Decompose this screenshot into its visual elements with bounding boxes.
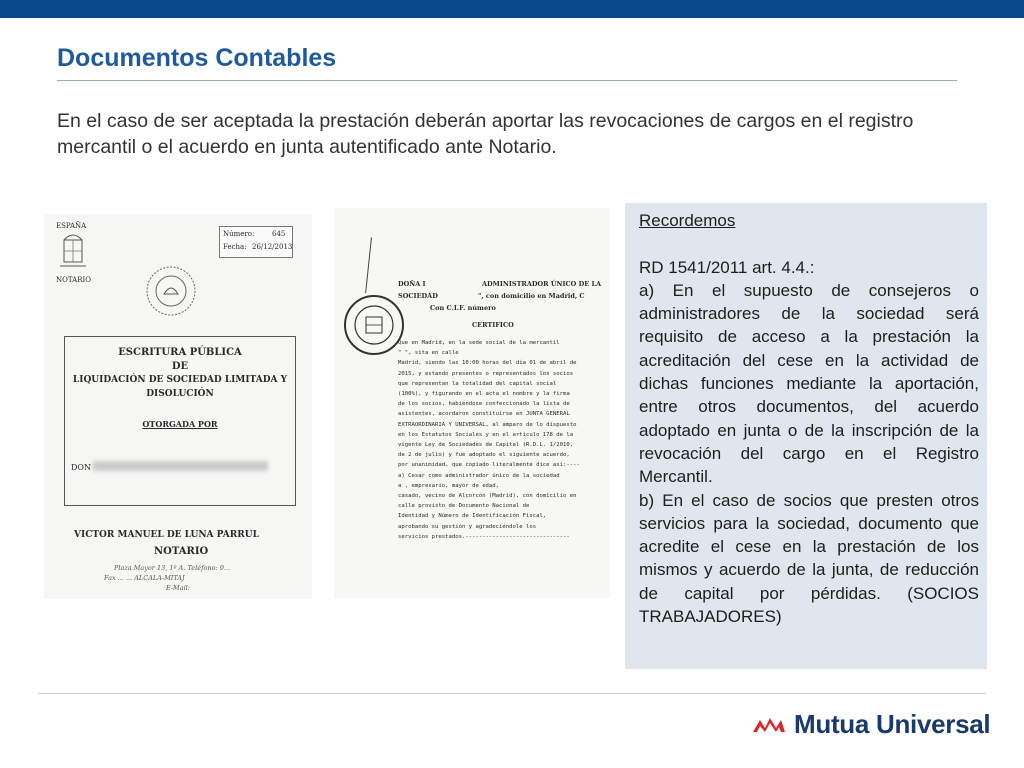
number-date-box xyxy=(219,226,293,258)
footer-divider xyxy=(38,693,986,694)
scanned-certificate-image xyxy=(334,208,610,598)
regulation-reference: RD 1541/2011 art. 4.4.: xyxy=(639,257,815,277)
certificate-line: casado, vecino de Alcorcón (Madrid), con domicilio en xyxy=(398,493,577,500)
deed-title-line1: ESCRITURA PÚBLICA xyxy=(118,347,242,358)
certificate-line: (100%), y figurando en el acta el nombre y la firma xyxy=(398,391,570,398)
paragraph-b: b) En el caso de socios que presten otros servicios para la sociedad, documento que acredite el cese en la prestación de los mismos y acuerdo de la junta, de reducción de capital por pérdidas. (SOCIOS TRABAJADORES) xyxy=(639,490,979,627)
certificate-line: 2015, y estando presentes o representados los socios xyxy=(398,370,574,377)
certificate-line: servicios prestados.------------------------------- xyxy=(398,533,570,540)
deed-title-line3: LIQUIDACIÓN DE SOCIEDAD LIMITADA Y xyxy=(72,375,288,385)
certificate-line: vigente Ley de Sociedades de Capital (R.D.L. 1/2010, xyxy=(398,442,574,449)
certificate-line: por unanimidad, que copiado literalmente dice así:---- xyxy=(398,462,580,469)
certificate-line: que representan la totalidad del capital social xyxy=(398,380,557,387)
certificate-line: EXTRAORDINARIA Y UNIVERSAL, al amparo de lo dispuesto xyxy=(398,421,577,428)
logo-text: Mutua Universal xyxy=(794,708,991,739)
company-seal-icon xyxy=(342,290,406,360)
certificate-line: Que en Madrid, en la sede social de la mercantil xyxy=(398,340,560,346)
header-domicilio: ", con domicilio en Madrid, C xyxy=(478,292,585,300)
emblem-text-spain: ESPAÑA xyxy=(56,222,87,230)
notary-name: VICTOR MANUEL DE LUNA PARRUL xyxy=(74,530,259,540)
certificate-line: Madrid, siendo las 10:00 horas del día 01 de abril de xyxy=(398,360,577,367)
reminder-panel xyxy=(625,203,987,669)
mutua-logo-icon xyxy=(752,712,786,736)
emblem-text-notario: NOTARIO xyxy=(56,276,91,284)
numero-value: 645 xyxy=(272,230,286,238)
spacer xyxy=(639,232,979,255)
deed-title-box xyxy=(64,336,296,506)
certificate-line: en los Estatutos Sociales y en el artículo 178 de la xyxy=(398,431,574,438)
certificate-body xyxy=(398,338,608,542)
redacted-name xyxy=(93,461,268,471)
reminder-heading: Recordemos xyxy=(639,211,736,230)
spain-emblem-icon xyxy=(56,226,90,280)
fecha-value: 26/12/2013 xyxy=(252,243,293,251)
certificate-line: " ", sita en calle xyxy=(398,350,459,357)
paragraph-a: a) En el supuesto de consejeros o administradores de la sociedad será requisito de acceso a la prestación la acreditación del cese en la actividad de dichas funciones mediante la aportación, entre otros documentos, del acuerdo adoptado en junta o de la inscripción de la revocación del cargo en el Registro Mercantil. xyxy=(639,280,979,487)
certificate-line: de los socios, habiéndose confeccionado la lista de xyxy=(398,401,570,408)
certificate-line: a , empresario, mayor de edad, xyxy=(398,482,500,489)
title-divider xyxy=(57,80,957,81)
deed-title-line2: DE xyxy=(171,361,189,372)
header-cif: Con C.I.F. número xyxy=(430,304,496,312)
certificate-line: asistentes, acordaron constituirse en JUNTA GENERAL xyxy=(398,411,570,418)
top-bar xyxy=(0,0,1024,18)
certifico-label: CERTIFICO xyxy=(472,321,514,329)
page-title: Documentos Contables xyxy=(57,44,337,72)
fecha-label: Fecha: xyxy=(223,243,247,251)
header-admin: ADMINISTRADOR ÚNICO DE LA xyxy=(482,280,602,288)
numero-label: Número: xyxy=(223,230,255,238)
mutua-universal-logo xyxy=(752,707,990,741)
notary-seal-icon xyxy=(144,264,198,318)
notario-label: NOTARIO xyxy=(154,546,209,557)
deed-title-line4: DISOLUCIÓN xyxy=(146,389,214,399)
certificate-line: calle provisto de Documento Nacional de xyxy=(398,503,530,510)
scanned-deed-image xyxy=(44,214,312,599)
notary-email: E-Mail: xyxy=(166,584,190,592)
don-label: DON xyxy=(71,463,91,472)
certificate-line: aprobando su gestión y agradeciéndole los xyxy=(398,523,537,530)
signature-stroke xyxy=(365,237,386,294)
certificate-line: a) Cesar como administrador único de la sociedad xyxy=(398,472,560,479)
header-dona: DOÑA I xyxy=(398,280,426,288)
header-sociedad: SOCIEDAD xyxy=(398,292,438,300)
otorgada-por: OTORGADA POR xyxy=(142,419,218,429)
certificate-line: Identidad y Número de Identificación Fiscal, xyxy=(398,513,547,520)
intro-text: En el caso de ser aceptada la prestación deberán aportar las revocaciones de cargos en el registro mercantil o el acuerdo en junta autentificado ante Notario. xyxy=(57,110,914,158)
notary-address-1: Plaza Mayor 13, 1º A. Teléfono: 9... xyxy=(114,564,231,572)
notary-address-2: Fax ... ... ALCALA-MITAJ xyxy=(104,574,185,582)
certificate-line: de 2 de julio) y fue adoptado el siguiente acuerdo, xyxy=(398,452,570,459)
